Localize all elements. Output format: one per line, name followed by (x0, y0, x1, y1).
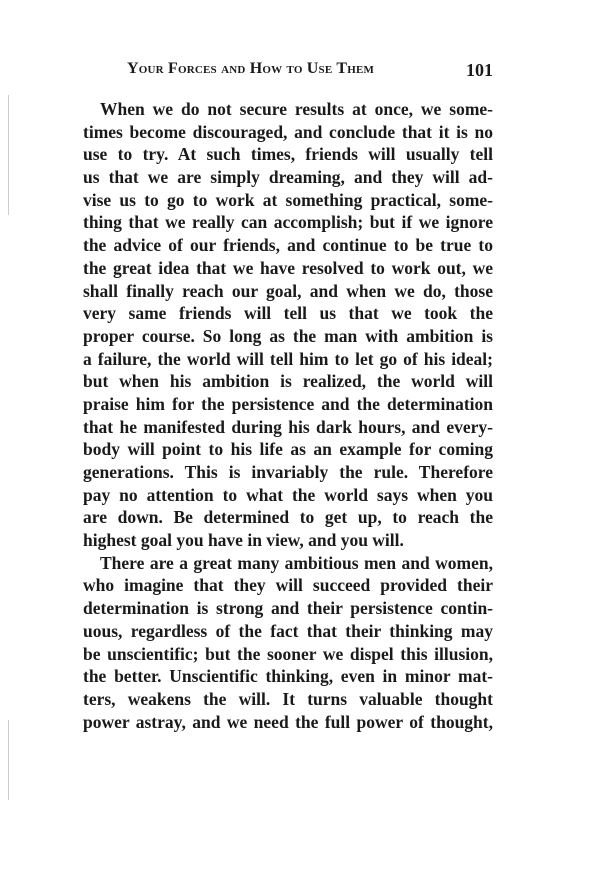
text-line: pay no attention to what the world says when you (83, 484, 493, 505)
text-line: the advice of our friends, and continue to be true to (83, 235, 493, 256)
paragraph (83, 98, 493, 552)
text-line: praise him for the persistence and the determination (83, 393, 493, 414)
text-line: us that we are simply dreaming, and they will ad- (83, 167, 493, 188)
text-line: be unscientific; but the sooner we dispel this illusion, (83, 643, 493, 664)
text-line: use to try. At such times, friends will usually tell (83, 144, 493, 165)
text-line: very same friends will tell us that we took the (83, 303, 493, 324)
text-line: highest goal you have in view, and you will. (83, 530, 404, 551)
text-line: a failure, the world will tell him to let go of his ideal; (83, 348, 493, 369)
running-title: Your Forces and How to Use Them (127, 60, 375, 77)
running-header (127, 60, 493, 86)
paragraph (83, 552, 493, 734)
text-line: proper course. So long as the man with ambition is (83, 325, 493, 346)
text-line: ters, weakens the will. It turns valuable thought (83, 688, 493, 709)
page-number: 101 (466, 60, 493, 80)
text-line: are down. Be determined to get up, to reach the (83, 507, 493, 528)
text-line: shall finally reach our goal, and when we do, those (83, 280, 493, 301)
scan-margin-mark (8, 95, 9, 215)
text-line: There are a great many ambitious men and women, (100, 552, 493, 573)
text-line: body will point to his life as an example for coming (83, 439, 493, 460)
text-line: power astray, and we need the full power of thought, (83, 711, 493, 732)
page-body-text (83, 98, 493, 733)
text-line: When we do not secure results at once, we some- (100, 99, 493, 119)
text-line: determination is strong and their persistence contin- (83, 598, 493, 619)
text-line: that he manifested during his dark hours, and every- (83, 416, 493, 437)
text-line: generations. This is invariably the rule. Therefore (83, 462, 493, 482)
text-line: who imagine that they will succeed provided their (83, 575, 493, 596)
text-line: times become discouraged, and conclude that it is no (83, 121, 493, 142)
text-line: vise us to go to work at something practical, some- (83, 189, 493, 210)
scan-margin-mark (8, 720, 9, 800)
text-line: thing that we really can accomplish; but if we ignore (83, 212, 493, 233)
text-line: the better. Unscientific thinking, even in minor mat- (83, 666, 493, 687)
text-line: the great idea that we have resolved to work out, we (83, 257, 493, 278)
text-line: uous, regardless of the fact that their thinking may (83, 620, 493, 641)
text-line: but when his ambition is realized, the world will (83, 371, 493, 392)
